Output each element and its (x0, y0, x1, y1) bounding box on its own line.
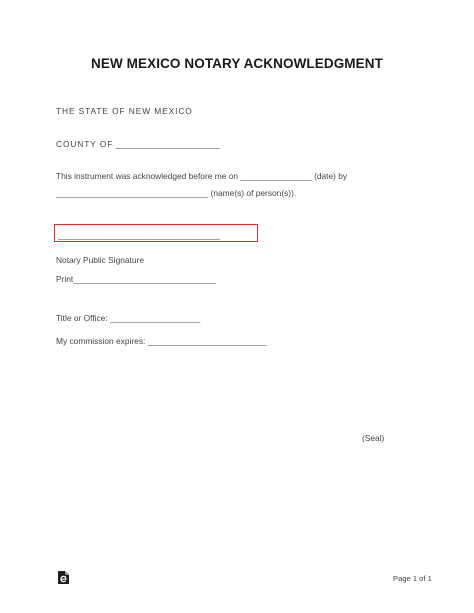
seal-label: (Seal) (362, 433, 385, 443)
eforms-logo-icon (58, 571, 69, 584)
acknowledgment-text: This instrument was acknowledged before me on (56, 171, 239, 181)
acknowledgment-names-label: (name(s) of person(s)). (210, 188, 297, 198)
print-field[interactable]: ______________________________ (73, 274, 216, 284)
acknowledgment-date-label: (date) by (314, 171, 348, 181)
title-office-label: Title or Office: (56, 313, 108, 323)
signature-field[interactable] (54, 224, 258, 242)
commission-label: My commission expires: (56, 336, 146, 346)
title-office-line (56, 313, 200, 323)
commission-line (56, 336, 267, 346)
page-number: Page 1 of 1 (393, 574, 432, 583)
acknowledgment-line-2 (56, 188, 296, 198)
acknowledgment-names-field[interactable]: ________________________________ (56, 188, 209, 198)
county-line (56, 139, 220, 149)
acknowledgment-line-1 (56, 171, 347, 181)
county-field[interactable]: ______________________ (115, 139, 221, 149)
commission-field[interactable]: _________________________ (147, 336, 267, 346)
acknowledgment-date-field[interactable]: _______________ (240, 171, 312, 181)
signature-label: Notary Public Signature (56, 255, 144, 265)
state-line: THE STATE OF NEW MEXICO (56, 106, 193, 116)
title-office-field[interactable]: ___________________ (110, 313, 201, 323)
document-title: NEW MEXICO NOTARY ACKNOWLEDGMENT (91, 56, 383, 71)
print-line (56, 274, 216, 284)
county-label: COUNTY OF (56, 139, 114, 149)
signature-line: __________________________________ (58, 230, 220, 240)
print-label: Print (56, 274, 74, 284)
